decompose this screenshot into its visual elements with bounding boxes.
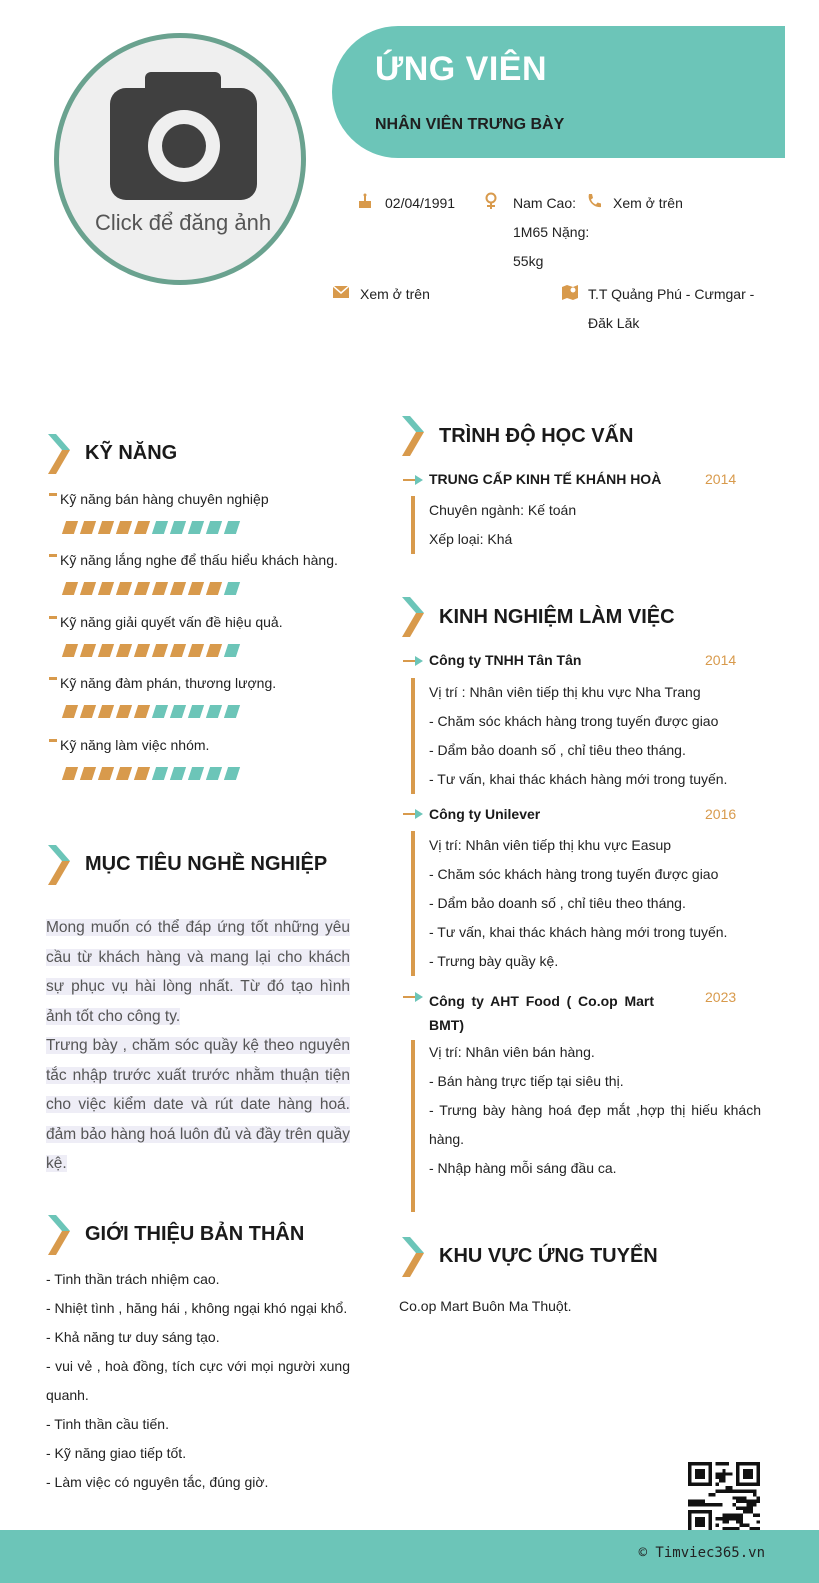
map-icon [561, 284, 579, 300]
skill-bullet-icon [49, 616, 57, 619]
skill-level-filled [98, 767, 114, 780]
education-year: 2014 [705, 471, 737, 487]
about-item: - Tinh thần trách nhiệm cao. [46, 1271, 220, 1287]
timeline-line [411, 831, 415, 976]
job-year: 2023 [705, 989, 737, 1005]
timeline-line [411, 1040, 415, 1212]
job-company: Công ty TNHH Tân Tân [429, 652, 582, 668]
skill-bullet-icon [49, 739, 57, 742]
skill-level-filled [152, 644, 168, 657]
skill-level-filled [134, 582, 150, 595]
skill-level-empty [206, 705, 222, 718]
skill-level-empty [188, 767, 204, 780]
skill-level-filled [116, 644, 132, 657]
job-details: Vị trí : Nhân viên tiếp thị khu vực Nha Trang - Chăm sóc khách hàng trong tuyến được giao - Dẩm bảo doanh số , chỉ tiêu theo tháng. - Tư vấn, khai thác khách hàng mới trong tuyến. [429, 684, 728, 787]
skill-bullet-icon [49, 554, 57, 557]
upload-photo-label[interactable]: Click để đăng ảnh [94, 210, 272, 235]
skill-level-empty [224, 705, 240, 718]
gender-height-weight: Nam Cao: 1M65 Nặng: 55kg [513, 195, 590, 269]
skill-level-empty [152, 521, 168, 534]
phone: Xem ở trên [613, 195, 683, 211]
skill-level-filled [80, 767, 96, 780]
skill-level-empty [224, 767, 240, 780]
about-item: - vui vẻ , hoà đồng, tích cực với mọi người xung quanh. [46, 1358, 350, 1403]
experience-title: KINH NGHIỆM LÀM VIỆC [439, 606, 675, 628]
job-details: Vị trí: Nhân viên tiếp thị khu vực Easup - Chăm sóc khách hàng trong tuyến được giao - Dẩm bảo doanh số , chỉ tiêu theo tháng. - Tư vấn, khai thác khách hàng mới trong tuyến. - Trưng bày quầy kệ. [429, 837, 728, 969]
section-marker-icon [400, 597, 426, 637]
skill-level-bar [64, 767, 238, 780]
objective-text [46, 913, 350, 1179]
skill-level-filled [170, 582, 186, 595]
skill-level-empty [152, 705, 168, 718]
skill-level-empty [188, 705, 204, 718]
skill-level-filled [134, 521, 150, 534]
skill-label: Kỹ năng đàm phán, thương lượng. [60, 675, 277, 691]
skill-label: Kỹ năng bán hàng chuyên nghiệp [60, 491, 269, 507]
arrow-icon [403, 655, 425, 667]
qr-code [688, 1462, 760, 1534]
job-company: Công ty Unilever [429, 806, 541, 822]
footer-brand: © Timviec365.vn [638, 1545, 765, 1561]
education-title: TRÌNH ĐỘ HỌC VẤN [439, 425, 634, 447]
skill-level-filled [134, 767, 150, 780]
skill-level-filled [80, 521, 96, 534]
arrow-icon [403, 474, 425, 486]
arrow-icon [403, 991, 425, 1003]
skill-level-filled [80, 705, 96, 718]
gender-icon [484, 192, 498, 210]
skill-level-empty [224, 521, 240, 534]
skill-level-bar [64, 582, 238, 595]
skill-level-filled [62, 705, 78, 718]
camera-lens-inner [162, 124, 206, 168]
email-icon [333, 286, 349, 298]
about-item: - Tinh thần cầu tiến. [46, 1416, 169, 1432]
skill-level-filled [98, 582, 114, 595]
skill-level-empty [224, 582, 240, 595]
skill-level-filled [116, 521, 132, 534]
skills-title: KỸ NĂNG [85, 442, 178, 464]
skill-label: Kỹ năng làm việc nhóm. [60, 737, 210, 753]
skill-level-filled [134, 705, 150, 718]
skill-level-filled [206, 644, 222, 657]
about-title: GIỚI THIỆU BẢN THÂN [85, 1223, 305, 1245]
skill-bullet-icon [49, 493, 57, 496]
skill-level-filled [80, 644, 96, 657]
objective-paragraph-2: Trưng bày , chăm sóc quầy kệ theo nguyên tắc nhập trước xuất trước nhằm thuận tiện cho việc kiểm date và rút date hàng hoá. đảm bảo hàng hoá luôn đủ và đầy trên quầy kệ. [46, 1037, 350, 1172]
skill-level-empty [170, 521, 186, 534]
skill-level-filled [188, 644, 204, 657]
region-title: KHU VỰC ỨNG TUYỂN [439, 1245, 658, 1267]
skill-level-filled [134, 644, 150, 657]
skill-label: Kỹ năng lắng nghe để thấu hiểu khách hàng. [60, 552, 338, 568]
about-item: - Khả năng tư duy sáng tạo. [46, 1329, 220, 1345]
job-year: 2016 [705, 806, 737, 822]
section-marker-icon [400, 1237, 426, 1277]
skill-level-bar [64, 705, 238, 718]
skill-level-filled [152, 582, 168, 595]
skill-level-filled [116, 705, 132, 718]
skill-level-filled [188, 582, 204, 595]
timeline-line [411, 678, 415, 794]
school-name: TRUNG CẤP KINH TẾ KHÁNH HOÀ [429, 471, 662, 487]
skill-level-filled [206, 582, 222, 595]
about-item: - Kỹ năng giao tiếp tốt. [46, 1445, 187, 1461]
job-year: 2014 [705, 652, 737, 668]
skill-level-filled [116, 582, 132, 595]
skill-level-filled [98, 521, 114, 534]
section-marker-icon [46, 1215, 72, 1255]
about-item: - Nhiệt tình , hăng hái , không ngại khó ngại khổ. [46, 1300, 348, 1316]
section-marker-icon [46, 845, 72, 885]
skill-level-empty [188, 521, 204, 534]
candidate-name: ỨNG VIÊN [375, 50, 548, 88]
skill-level-filled [62, 582, 78, 595]
skill-level-empty [170, 705, 186, 718]
skill-level-filled [62, 767, 78, 780]
timeline-line [411, 496, 415, 554]
skill-level-bar [64, 521, 238, 534]
section-marker-icon [400, 416, 426, 456]
header-banner [332, 26, 785, 158]
skill-level-filled [98, 644, 114, 657]
skill-level-filled [62, 644, 78, 657]
email: Xem ở trên [360, 286, 430, 302]
about-item: - Làm việc có nguyên tắc, đúng giờ. [46, 1474, 269, 1490]
objective-title: MỤC TIÊU NGHỀ NGHIỆP [85, 853, 328, 875]
skill-level-empty [206, 767, 222, 780]
region-text: Co.op Mart Buôn Ma Thuột. [399, 1298, 572, 1314]
arrow-icon [403, 808, 425, 820]
skill-level-empty [224, 644, 240, 657]
skill-label: Kỹ năng giải quyết vấn đề hiệu quả. [60, 614, 283, 630]
birthday: 02/04/1991 [385, 195, 456, 211]
education-details: Chuyên ngành: Kế toán Xếp loại: Khá [429, 502, 577, 547]
birthday-cake-icon [357, 193, 373, 209]
skill-level-empty [152, 767, 168, 780]
job-company: Công ty AHT Food ( Co.op Mart BMT) [429, 993, 654, 1033]
skill-level-filled [116, 767, 132, 780]
job-details: Vị trí: Nhân viên bán hàng. - Bán hàng trực tiếp tại siêu thị. - Trưng bày hàng hoá đẹp mắt ,hợp thị hiếu khách hàng. - Nhập hàng mỗi sáng đầu ca. [429, 1044, 761, 1176]
skill-level-filled [98, 705, 114, 718]
skill-level-filled [62, 521, 78, 534]
about-list [46, 1265, 350, 1497]
phone-icon [586, 193, 602, 209]
skill-level-filled [170, 644, 186, 657]
skill-level-bar [64, 644, 238, 657]
skill-level-empty [170, 767, 186, 780]
objective-paragraph-1: Mong muốn có thể đáp ứng tốt những yêu cầu từ khách hàng và mang lại cho khách sự phục vụ hài lòng nhất. Từ đó tạo hình ảnh tốt cho công ty. [46, 919, 350, 1025]
skill-bullet-icon [49, 677, 57, 680]
address: T.T Quảng Phú - Cưmgar - Đăk Lăk [588, 286, 755, 331]
candidate-position: NHÂN VIÊN TRƯNG BÀY [375, 116, 565, 133]
skill-level-empty [206, 521, 222, 534]
skill-level-filled [80, 582, 96, 595]
section-marker-icon [46, 434, 72, 474]
